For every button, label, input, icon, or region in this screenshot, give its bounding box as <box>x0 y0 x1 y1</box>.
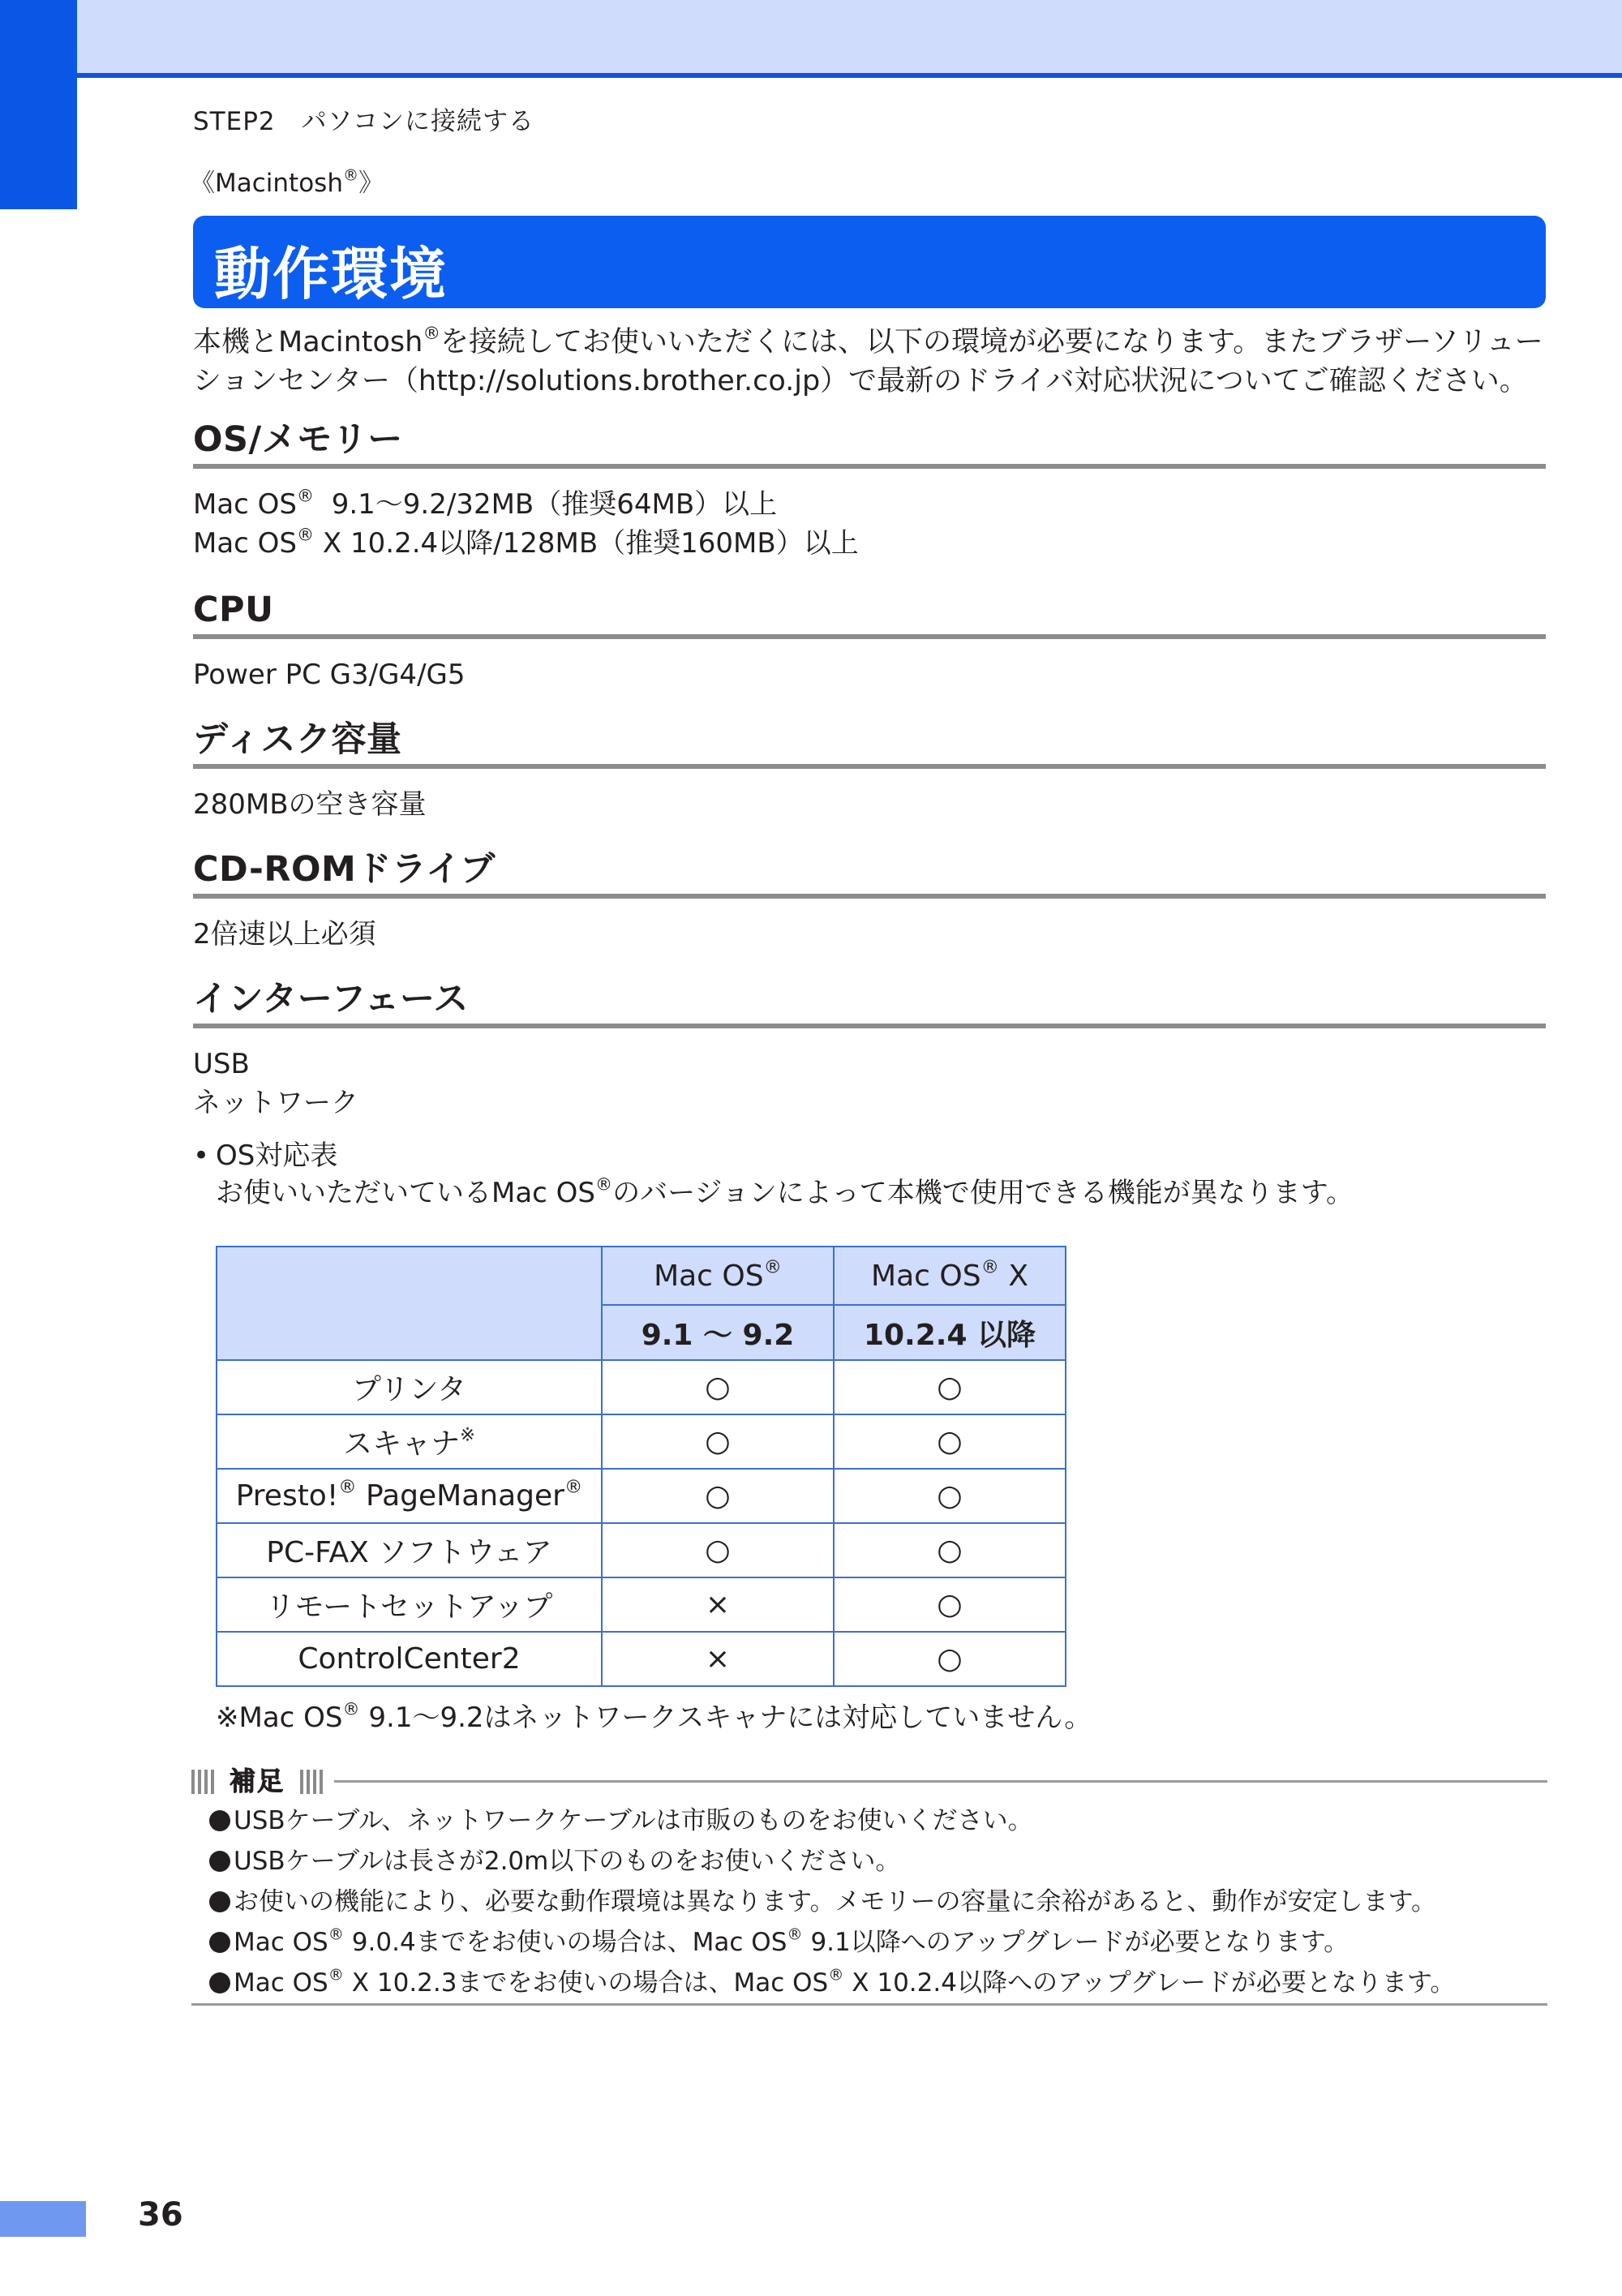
subsection-label: 《Macintosh®》 <box>190 165 384 198</box>
note-item: USBケーブル、ネットワークケーブルは市販のものをお使いください。 <box>209 1800 1547 1841</box>
os-table-description: お使いいただいているMac OS®のバージョンによって本機で使用できる機能が異なります。 <box>216 1174 1354 1209</box>
section-interface <box>193 975 1546 1122</box>
section-cdrom <box>193 845 1546 954</box>
support-mark: ○ <box>602 1469 834 1523</box>
bullet-dot-icon <box>209 1891 230 1912</box>
os-compatibility-table <box>216 1246 1066 1687</box>
table-row <box>217 1360 1066 1414</box>
breadcrumb: STEP2 パソコンに接続する <box>193 107 534 136</box>
bullet-dot-icon <box>209 1851 230 1872</box>
section-rule <box>193 1024 1546 1028</box>
support-mark: ○ <box>834 1360 1066 1414</box>
col-version-osx: 10.2.4 以降 <box>834 1305 1066 1360</box>
table-row <box>217 1523 1066 1577</box>
row-label: Presto!® PageManager® <box>217 1469 602 1523</box>
col-version-os9: 9.1 〜 9.2 <box>602 1305 834 1360</box>
header-rule <box>77 73 1622 78</box>
row-label: PC-FAX ソフトウェア <box>217 1523 602 1577</box>
section-body: Power PC G3/G4/G5 <box>193 659 466 691</box>
page-title: 動作環境 <box>214 241 448 307</box>
note-item: お使いの機能により、必要な動作環境は異なります。メモリーの容量に余裕があると、動作が安定します。 <box>209 1882 1547 1922</box>
section-disk <box>193 715 1546 824</box>
os-table-heading: • OS対応表 <box>193 1137 1555 1174</box>
section-heading: インターフェース <box>193 979 469 1019</box>
support-mark: ○ <box>602 1523 834 1577</box>
bullet-dot-icon <box>209 1810 230 1831</box>
supplement-rule <box>334 1780 1547 1783</box>
page-number-tab <box>0 2201 86 2237</box>
section-body <box>193 485 1546 563</box>
intro-paragraph: 本機とMacintosh®を接続してお使いいただくには、以下の環境が必要になります。またブラザーソリューションセンター（http://solutions.brother.co.jp）で最新のドライバ対応状況についてご確認ください。 <box>193 323 1543 397</box>
table-row <box>217 1414 1066 1469</box>
supplement-header <box>191 1763 1547 1799</box>
title-bar <box>193 216 1546 308</box>
section-heading: CPU <box>193 590 274 630</box>
support-mark: ○ <box>834 1523 1066 1577</box>
section-body <box>193 1045 1546 1122</box>
stripes-right-icon <box>300 1770 323 1794</box>
col-header-osx: Mac OS® X <box>834 1247 1066 1305</box>
section-rule <box>193 634 1546 639</box>
table-row <box>217 1469 1066 1523</box>
section-heading: ディスク容量 <box>193 719 402 760</box>
col-header-os9: Mac OS® <box>602 1247 834 1305</box>
section-os-memory <box>193 415 1546 563</box>
support-mark: ○ <box>602 1360 834 1414</box>
support-mark: ○ <box>834 1469 1066 1523</box>
note-item: Mac OS® 9.0.4までをお使いの場合は、Mac OS® 9.1以降へのアップグレードが必要となります。 <box>209 1922 1547 1963</box>
row-label: ControlCenter2 <box>217 1632 602 1686</box>
section-rule <box>193 464 1546 469</box>
page-number: 36 <box>138 2196 183 2234</box>
os9-requirement: Mac OS® 9.1〜9.2/32MB（推奨64MB）以上 <box>193 485 778 521</box>
section-heading: OS/メモリー <box>193 419 403 460</box>
bullet: • <box>193 1139 210 1172</box>
support-mark: ○ <box>834 1632 1066 1686</box>
supplement-badge: 補足 <box>221 1763 294 1799</box>
table-footnote: ※Mac OS® 9.1〜9.2はネットワークスキャナには対応していません。 <box>216 1698 1092 1734</box>
table-row <box>217 1577 1066 1632</box>
support-mark: ○ <box>602 1414 834 1469</box>
support-mark: × <box>602 1577 834 1632</box>
row-label: スキャナ※ <box>217 1414 602 1469</box>
bullet-dot-icon <box>209 1932 230 1953</box>
interface-network: ネットワーク <box>193 1087 358 1119</box>
section-rule <box>193 764 1546 769</box>
section-body: 280MBの空き容量 <box>193 788 427 821</box>
note-item: Mac OS® X 10.2.3までをお使いの場合は、Mac OS® X 10.2.4以降へのアップグレードが必要となります。 <box>209 1963 1547 2003</box>
section-body: 2倍速以上必須 <box>193 918 376 951</box>
bullet-dot-icon <box>209 1972 230 1993</box>
table-corner-cell <box>217 1247 602 1360</box>
stripes-left-icon <box>191 1770 214 1794</box>
os-table-intro <box>193 1137 1555 1212</box>
section-heading: CD-ROMドライブ <box>193 849 496 890</box>
supplement-notes <box>209 1800 1547 2003</box>
header-band <box>0 0 1622 75</box>
support-mark: ○ <box>834 1414 1066 1469</box>
section-cpu <box>193 586 1546 694</box>
table-row <box>217 1632 1066 1686</box>
row-label: プリンタ <box>217 1360 602 1414</box>
osx-requirement: Mac OS® X 10.2.4以降/128MB（推奨160MB）以上 <box>193 524 859 560</box>
chapter-tab <box>0 0 77 209</box>
row-label: リモートセットアップ <box>217 1577 602 1632</box>
interface-usb: USB <box>193 1048 250 1080</box>
supplement-end-rule <box>191 2003 1547 2006</box>
note-item: USBケーブルは長さが2.0m以下のものをお使いください。 <box>209 1841 1547 1882</box>
support-mark: ○ <box>834 1577 1066 1632</box>
support-mark: × <box>602 1632 834 1686</box>
section-rule <box>193 894 1546 899</box>
